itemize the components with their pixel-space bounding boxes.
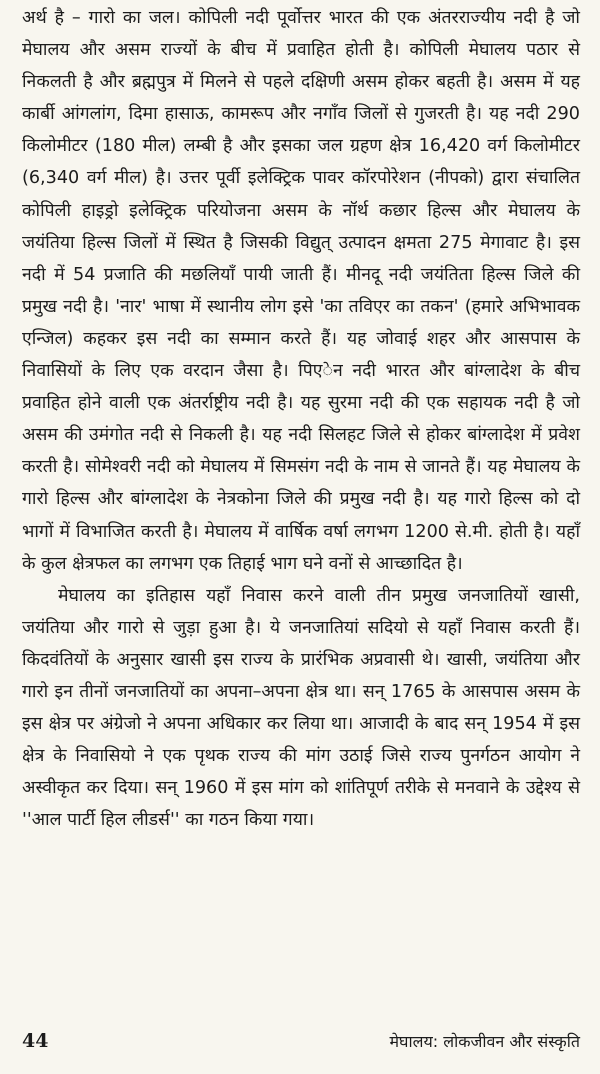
page-footer (22, 1030, 580, 1060)
running-title: मेघालय: लोकजीवन और संस्कृति (389, 1032, 580, 1051)
paragraph-history: मेघालय का इतिहास यहाँ निवास करने वाली तीन प्रमुख जनजातियों खासी, जयंतिया और गारो से जुड़ा हुआ है। ये जनजातियां सदियो से यहाँ निवास करती हैं। किदवंतियों के अनुसार खासी इस राज्य के प्रारंभिक अप्रवासी थे। खासी, जयंतिया और गारो इन तीनों जनजातियों का अपना–अपना क्षेत्र था। सन् 1765 के आसपास असम के इस क्षेत्र पर अंग्रेजो ने अपना अधिकार कर लिया था। आजादी के बाद सन् 1954 में इस क्षेत्र के निवासियो ने एक पृथक राज्य की मांग उठाई जिसे राज्य पुनर्गठन आयोग ने अस्वीकृत कर दिया। सन् 1960 में इस मांग को शांतिपूर्ण तरीके से मनवाने के उद्देश्य से ''आल पार्टी हिल लीडर्स'' का गठन किया गया। (22, 585, 580, 831)
body-text (22, 2, 580, 836)
paragraph-rivers: अर्थ है – गारो का जल। कोपिली नदी पूर्वोत्तर भारत की एक अंतरराज्यीय नदी है जो मेघालय और असम राज्यों के बीच में प्रवाहित होती है। कोपिली मेघालय पठार से निकलती है और ब्रह्मपुत्र में मिलने से पहले दक्षिणी असम होकर बहती है। असम में यह कार्बी आंगलांग, दिमा हासाऊ, कामरूप और नगाँव जिलों से गुजरती है। यह नदी 290 किलोमीटर (180 मील) लम्बी है और इसका जल ग्रहण क्षेत्र 16,420 वर्ग किलोमीटर (6,340 वर्ग मील) है। उत्तर पूर्वी इलेक्ट्रिक पावर कॉरपोरेशन (नीपको) द्वारा संचालित कोपिली हाइड्रो इलेक्ट्रिक परियोजना असम के नॉर्थ कछार हिल्स और मेघालय के जयंतिया हिल्स जिलों में स्थित है जिसकी विद्युत् उत्पादन क्षमता 275 मेगावाट है। इस नदी में 54 प्रजाति की मछलियाँ पायी जाती हैं। मीनदू नदी जयंतिता हिल्स जिले की प्रमुख नदी है। 'नार' भाषा में स्थानीय लोग इसे 'का तविएर का तकन' (हमारे अभिभावक एन्जिल) कहकर इस नदी का सम्मान करते हैं। यह जोवाई शहर और आसपास के निवासियों के लिए एक वरदान जैसा है। पिएेन नदी भारत और बांग्लादेश के बीच प्रवाहित होने वाली एक अंतर्राष्ट्रीय नदी है। यह सुरमा नदी की एक सहायक नदी है जो असम की उमंगोत नदी से निकली है। यह नदी सिलहट जिले से होकर बांग्लादेश में प्रवेश करती है। सोमेश्वरी नदी को मेघालय में सिमसंग नदी के नाम से जानते हैं। यह मेघालय के गारो हिल्स और बांग्लादेश के नेत्रकोना जिले की प्रमुख नदी है। यह गारो हिल्स को दो भागों में विभाजित करती है। मेघालय में वार्षिक वर्षा लगभग 1200 से.मी. होती है। यहाँ के कुल क्षेत्रफल का लगभग एक तिहाई भाग घने वनों से आच्छादित है। (22, 8, 580, 574)
page-number: 44 (22, 1030, 49, 1052)
